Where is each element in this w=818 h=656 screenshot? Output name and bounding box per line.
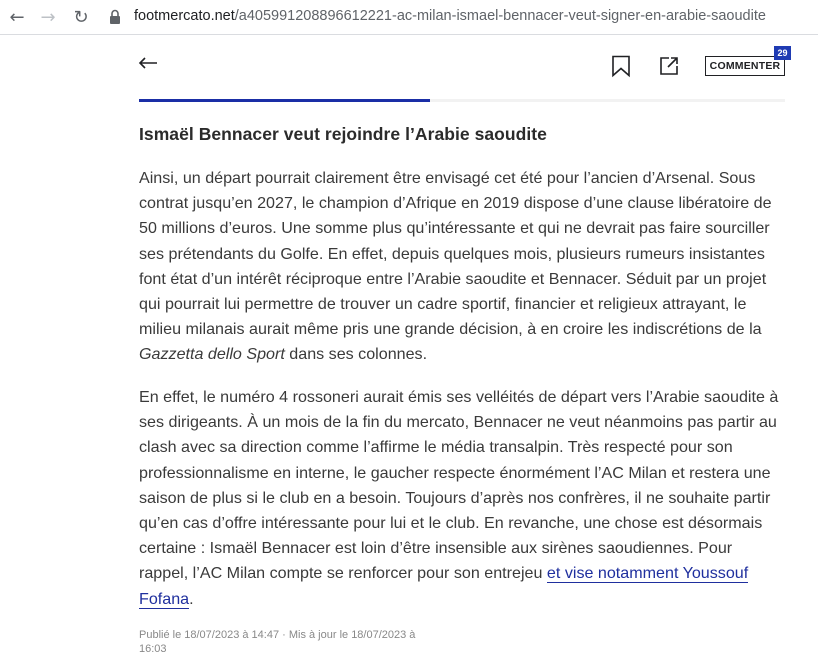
comment-button[interactable]: COMMENTER bbox=[705, 56, 785, 76]
share-icon[interactable] bbox=[657, 54, 681, 78]
article-link-fofana[interactable]: et vise notamment Youssouf Fofana bbox=[139, 564, 749, 608]
article-meta-text: Publié le 18/07/2023 à 14:47 · Mis à jour le 18/07/2023 à 16:03 bbox=[139, 629, 416, 655]
url-host: footmercato.net bbox=[134, 8, 235, 24]
reading-progress-fill bbox=[139, 99, 430, 102]
browser-forward-icon[interactable]: → bbox=[40, 6, 56, 28]
article-paragraph-2 bbox=[139, 385, 784, 612]
reading-progress-bar bbox=[139, 99, 785, 102]
paragraph-1-text: Ainsi, un départ pourrait clairement être envisagé cet été pour l’ancien d’Arsenal. Sous contrat jusqu’en 2027, le champion d’Afrique en 2019 dispose d’une clause libératoire de 50 millions d’euros. Une somme plus qu’intéressante et qui ne devrait pas faire sourciller ses prétendants du Golfe. En effet, depuis quelques mois, plusieurs rumeurs insistantes font état d’un intérêt réciproque entre l’Arabie saoudite et Bennacer. Séduit par un projet qui pourrait lui permettre de trouver un cadre sportif, financier et religieux attrayant, le milieu milanais aurait même pris une grande décision, à en croire les indiscrétions de la bbox=[139, 169, 772, 339]
address-bar[interactable] bbox=[134, 8, 766, 24]
bookmark-icon[interactable] bbox=[611, 55, 631, 77]
back-arrow-icon[interactable] bbox=[136, 51, 160, 75]
article-subtitle: Ismaël Bennacer veut rejoindre l’Arabie saoudite bbox=[139, 124, 547, 144]
reload-icon[interactable]: ↻ bbox=[73, 6, 89, 28]
browser-back-icon[interactable]: ← bbox=[9, 6, 25, 28]
source-name: Gazzetta dello Sport bbox=[139, 345, 285, 364]
paragraph-2-end: . bbox=[189, 589, 194, 608]
article-meta-partial bbox=[139, 629, 439, 655]
lock-icon[interactable] bbox=[108, 9, 122, 25]
comment-count-badge: 29 bbox=[774, 46, 791, 60]
article-paragraph-1 bbox=[139, 166, 784, 368]
browser-toolbar bbox=[0, 0, 818, 35]
paragraph-1-end: dans ses colonnes. bbox=[284, 345, 428, 364]
url-path: /a405991208896612221-ac-milan-ismael-bennacer-veut-signer-en-arabie-saoudite bbox=[234, 8, 766, 24]
paragraph-2-text: En effet, le numéro 4 rossoneri aurait émis ses velléités de départ vers l’Arabie saoudite à ses dirigeants. À un mois de la fin du mercato, Bennacer ne veut néanmoins pas partir au clash avec sa direction comme l’affirme le média transalpin. Très respecté pour son professionnalisme en interne, le gaucher respecte énormément l’AC Milan et restera une saison de plus si le club en a besoin. Toujours d’après nos confrères, il ne souhaite partir qu’en cas d’offre intéressante pour lui et le club. En revanche, une chose est désormais certaine : Ismaël Bennacer est loin d’être insensible aux sirènes saoudiennes. Pour rappel, l’AC Milan compte se renforcer pour son entrejeu bbox=[139, 388, 779, 583]
